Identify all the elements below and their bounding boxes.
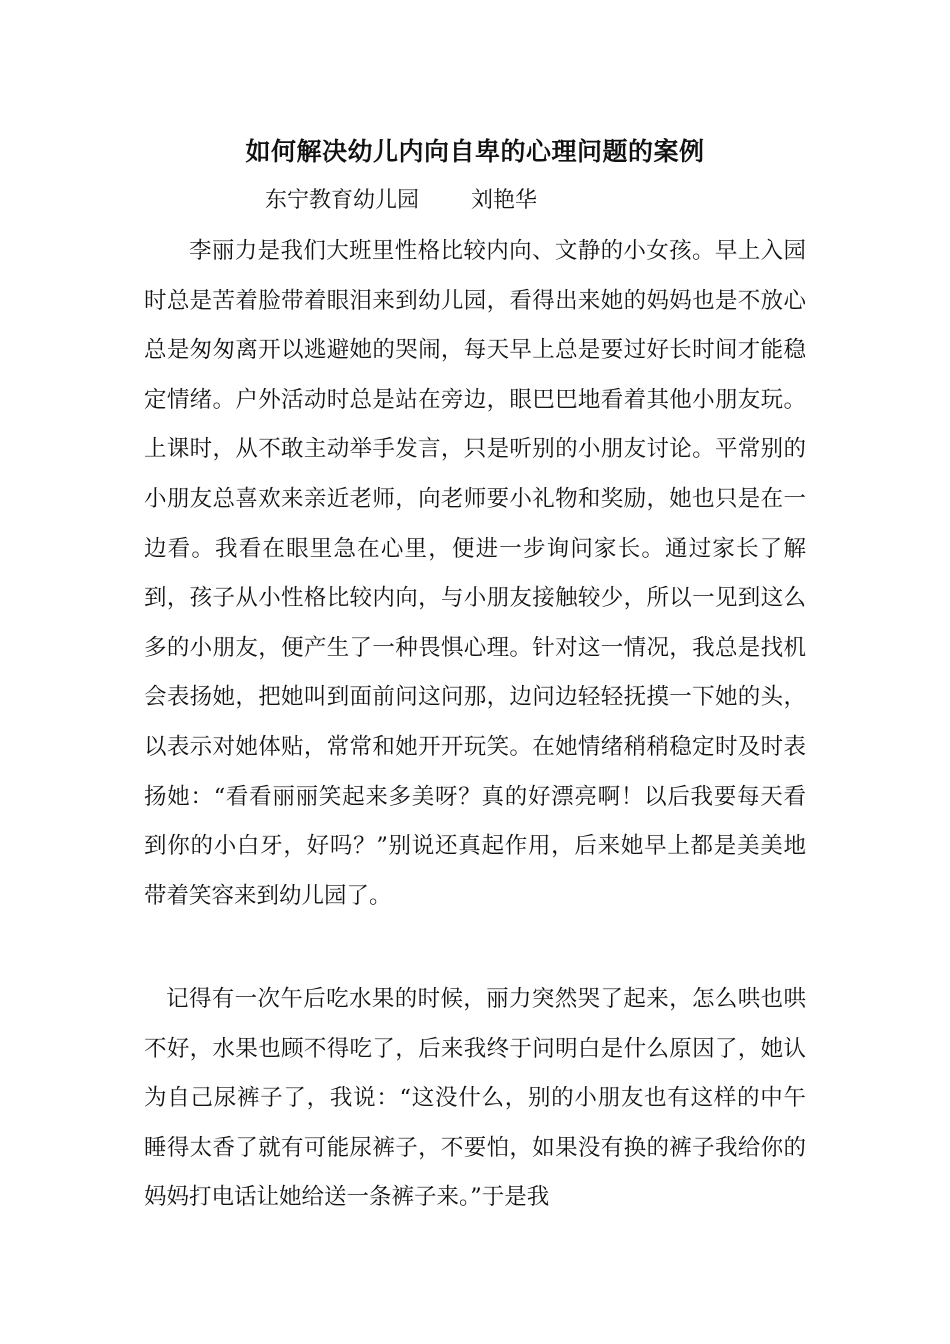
body-paragraph-1: 李丽力是我们大班里性格比较内向、文静的小女孩。早上入园时总是苦着脸带着眼泪来到幼儿园，看得出来她的妈妈也是不放心总是匆匆离开以逃避她的哭闹，每天早上总是要过好长时间才能稳定情绪。户外活动时总是站在旁边，眼巴巴地看着其他小朋友玩。上课时，从不敢主动举手发言，只是听别的小朋友讨论。平常别的小朋友总喜欢来亲近老师，向老师要小礼物和奖励，她也只是在一边看。我看在眼里急在心里，便进一步询问家长。通过家长了解到，孩子从小性格比较内向，与小朋友接触较少，所以一见到这么多的小朋友，便产生了一种畏惧心理。针对这一情况，我总是找机会表扬她，把她叫到面前问这问那，边问边轻轻抚摸一下她的头，以表示对她体贴，常常和她开开玩笑。在她情绪稍稍稳定时及时表扬她：“看看丽丽笑起来多美呀？真的好漂亮啊！以后我要每天看到你的小白牙，好吗？”别说还真起作用，后来她早上都是美美地带着笑容来到幼儿园了。: [144, 238, 806, 909]
author-name: 刘艳华: [471, 188, 538, 213]
byline: [265, 183, 537, 219]
document-title: 如何解决幼儿内向自卑的心理问题的案例: [245, 137, 705, 166]
body-paragraph-2: 记得有一次午后吃水果的时候，丽力突然哭了起来，怎么哄也哄不好，水果也顾不得吃了，后来我终于问明白是什么原因了，她认为自己尿裤子了，我说：“这没什么，别的小朋友也有这样的中午睡得太香了就有可能尿裤子，不要怕，如果没有换的裤子我给你的妈妈打电话让她给送一条裤子来。”于是我: [144, 986, 806, 1211]
organization-name: 东宁教育幼儿园: [265, 188, 420, 213]
